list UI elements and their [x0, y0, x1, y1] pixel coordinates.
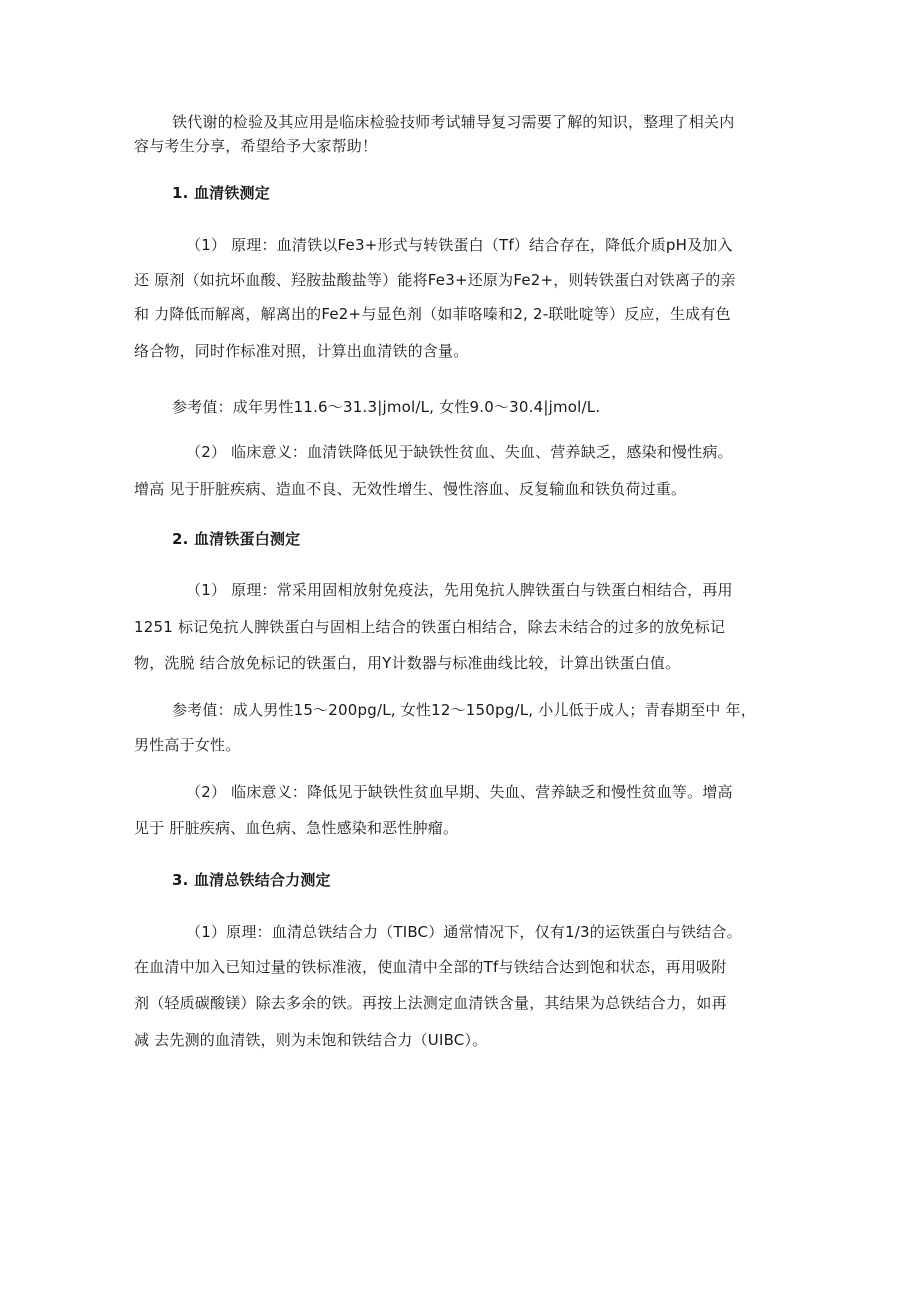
section-3-heading: 3. 血清总铁结合力测定: [172, 871, 331, 889]
section-1-heading: 1. 血清铁测定: [172, 184, 270, 202]
section-2-reference-line-2: 男性高于女性。: [134, 736, 241, 754]
section-3-principle-line-2: 在血清中加入已知过量的铁标准液，使血清中全部的Tf与铁结合达到饱和状态，再用吸附: [134, 958, 727, 976]
section-2-reference-line-1: 参考值：成人男性15〜200pg/L, 女性12〜150pg/L, 小儿低于成人；青春期至中 年，: [172, 701, 756, 719]
section-2-principle-line-3: 物，洗脱 结合放免标记的铁蛋白，用Y计数器与标准曲线比较，计算出铁蛋白值。: [134, 654, 681, 672]
section-1-principle-line-2: 还 原剂（如抗坏血酸、羟胺盐酸盐等）能将Fe3+还原为Fe2+，则转铁蛋白对铁离子的亲: [134, 271, 736, 289]
intro-line-1: 铁代谢的检验及其应用是临床检验技师考试辅导复习需要了解的知识，整理了相关内: [172, 113, 735, 131]
section-1-principle-line-4: 络合物，同时作标准对照，计算出血清铁的含量。: [134, 342, 469, 360]
section-1-principle-line-1: （1） 原理：血清铁以Fe3+形式与转铁蛋白（Tf）结合存在，降低介质pH及加入: [186, 236, 733, 254]
section-2-significance-line-1: （2） 临床意义：降低见于缺铁性贫血早期、失血、营养缺乏和慢性贫血等。增高: [186, 783, 733, 801]
section-2-heading: 2. 血清铁蛋白测定: [172, 530, 301, 548]
section-2-principle-line-2: 1251 标记兔抗人脾铁蛋白与固相上结合的铁蛋白相结合，除去未结合的过多的放免标记: [134, 618, 726, 636]
section-2-principle-line-1: （1） 原理：常采用固相放射免疫法，先用兔抗人脾铁蛋白与铁蛋白相结合，再用: [186, 581, 733, 599]
section-3-principle-line-3: 剂（轻质碳酸镁）除去多余的铁。再按上法测定血清铁含量，其结果为总铁结合力，如再: [134, 994, 727, 1012]
section-2-significance-line-2: 见于 肝脏疾病、血色病、急性感染和恶性肿瘤。: [134, 819, 459, 837]
section-3-principle-line-1: （1）原理：血清总铁结合力（TIBC）通常情况下，仅有1/3的运铁蛋白与铁结合。: [186, 923, 742, 941]
intro-line-2: 容与考生分享，希望给予大家帮助！: [134, 137, 378, 155]
section-3-principle-line-4: 减 去先测的血清铁，则为未饱和铁结合力（UIBC）。: [134, 1031, 488, 1049]
section-1-reference: 参考值：成年男性11.6〜31.3|jmol/L, 女性9.0〜30.4|jmol/L.: [172, 398, 601, 416]
section-1-significance-line-2: 增高 见于肝脏疾病、造血不良、无效性增生、慢性溶血、反复输血和铁负荷过重。: [134, 480, 687, 498]
section-1-significance-line-1: （2） 临床意义：血清铁降低见于缺铁性贫血、失血、营养缺乏，感染和慢性病。: [186, 443, 733, 461]
section-1-principle-line-3: 和 力降低而解离，解离出的Fe2+与显色剂（如菲咯嗪和2, 2-联吡啶等）反应，生成有色: [134, 305, 731, 323]
